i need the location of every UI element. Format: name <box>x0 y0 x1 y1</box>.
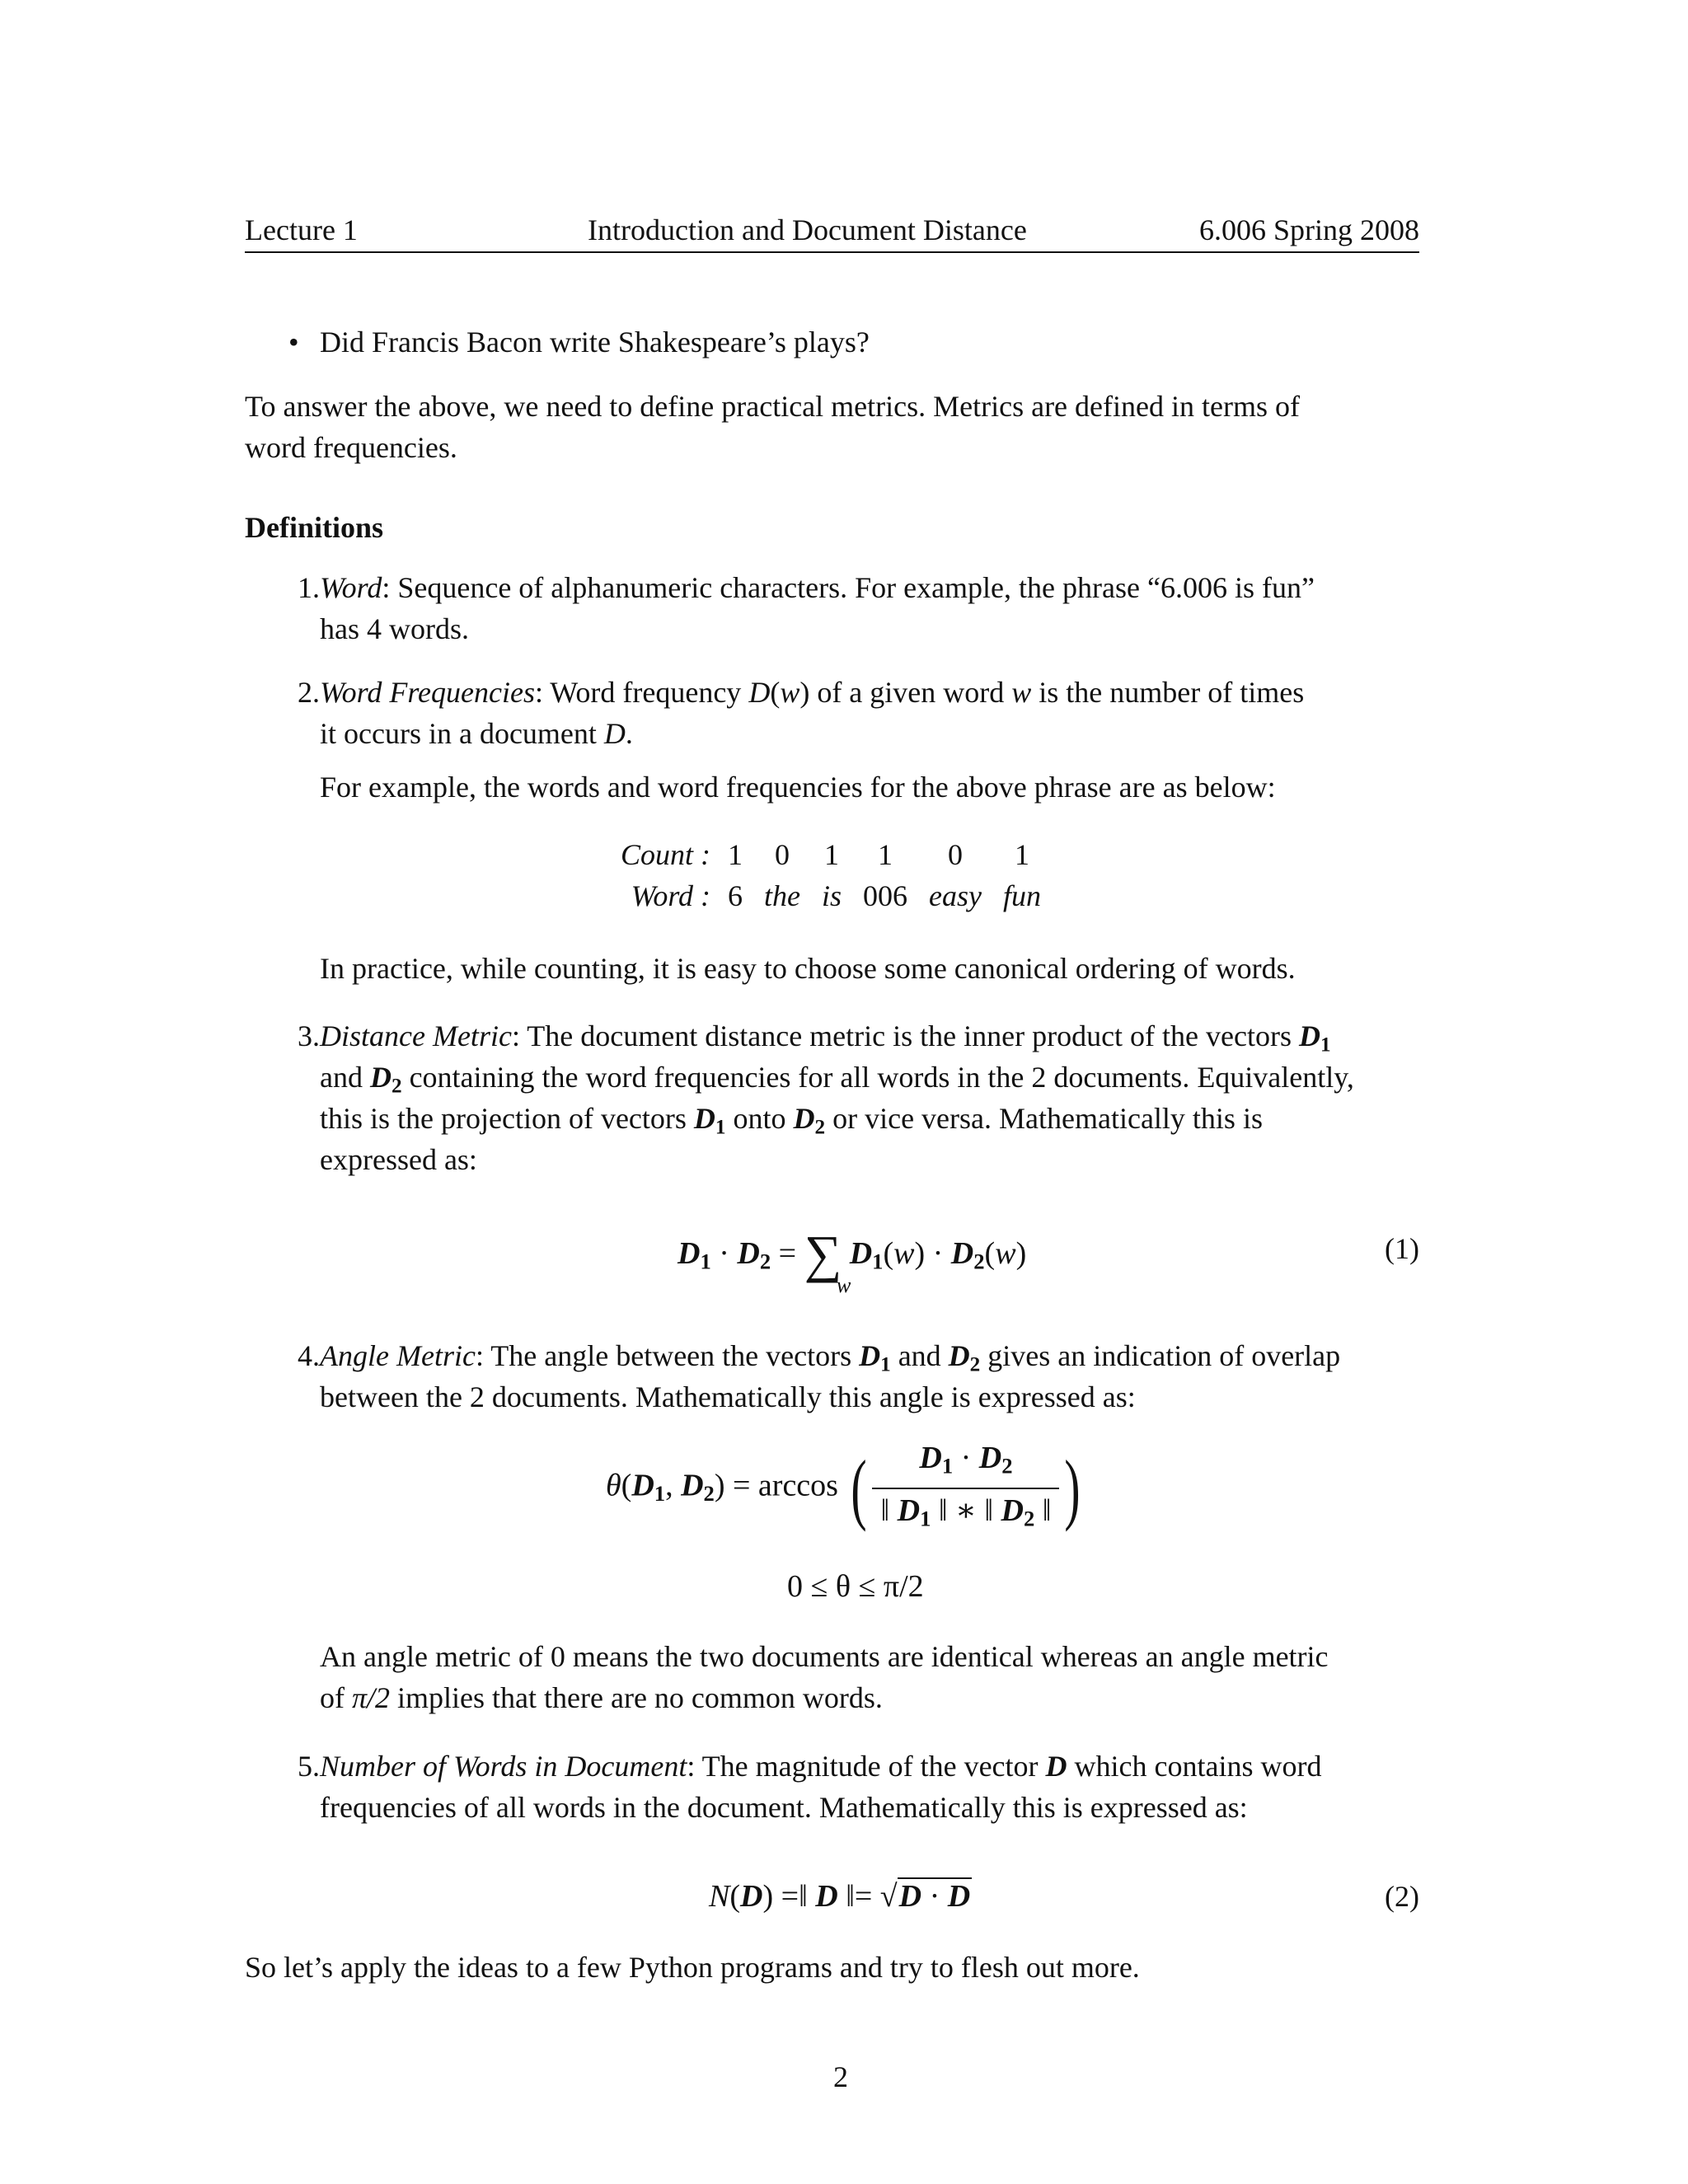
vector-d2: D <box>369 1061 392 1094</box>
theta-range: 0 ≤ θ ≤ π/2 <box>787 1569 924 1604</box>
header-course: 6.006 Spring 2008 <box>1198 213 1419 246</box>
vector-d1: D <box>859 1339 881 1372</box>
equation-number-2: (2) <box>1385 1880 1419 1913</box>
var-w: w <box>995 1236 1016 1271</box>
item-1-line-1 <box>320 567 1419 608</box>
vector-d: D <box>815 1879 838 1914</box>
item-5-text-b: which contains word <box>1067 1750 1322 1783</box>
item-2-var-d: D <box>748 676 771 709</box>
header-rule <box>245 251 1419 253</box>
item-2-term: Word Frequencies <box>320 676 535 709</box>
item-2-text-c: is the number of times <box>1031 676 1305 709</box>
vector-d2: D <box>948 1339 970 1372</box>
item-5-term: Number of Words in Document <box>320 1750 687 1783</box>
item-3-text-c: this is the projection of vectors <box>320 1102 694 1135</box>
paren-close: ) <box>1015 1236 1027 1271</box>
theta-symbol: θ <box>606 1468 621 1503</box>
equals-sign: = <box>732 1468 751 1503</box>
item-1-number: 1. <box>298 571 320 604</box>
item-2-var-w: w <box>780 676 800 709</box>
paren-open: ( <box>883 1236 894 1271</box>
big-paren-close: ) <box>1064 1443 1081 1532</box>
item-4-text-a: : The angle between the vectors <box>475 1339 860 1372</box>
subscript-2: 2 <box>391 1075 402 1098</box>
var-n: N <box>709 1879 730 1914</box>
word-cell: the <box>764 879 800 912</box>
arccos-function: arccos <box>757 1468 838 1503</box>
comma: , <box>665 1468 682 1503</box>
equals-sign: = <box>781 1879 799 1914</box>
angle-fraction <box>872 1438 1059 1538</box>
summation-symbol: ∑ <box>804 1225 842 1283</box>
item-2-practice-line: In practice, while counting, it is easy to choose some canonical ordering of words. <box>320 952 1296 985</box>
norm-bar: ‖ <box>984 1493 994 1528</box>
definitions-heading: Definitions <box>245 511 384 544</box>
vector-d2: D <box>950 1236 974 1271</box>
item-2-text-b: ) of a given word <box>799 676 1012 709</box>
item-5-line-2: frequencies of all words in the document. Mathematically this is expressed as: <box>320 1791 1248 1824</box>
word-label: Word : <box>631 879 711 912</box>
item-1-text: : Sequence of alphanumeric characters. For example, the phrase “6.006 is fun” <box>382 571 1315 604</box>
word-cell: easy <box>929 879 982 912</box>
count-label: Count : <box>621 838 711 871</box>
subscript-1: 1 <box>715 1116 726 1139</box>
page-number: 2 <box>833 2060 848 2093</box>
vector-d2: D <box>681 1468 704 1503</box>
vector-d2: D <box>1001 1493 1024 1528</box>
subscript-2: 2 <box>969 1353 981 1376</box>
subscript-2: 2 <box>1001 1453 1013 1479</box>
count-cell: 0 <box>948 838 963 871</box>
intro-line-1: To answer the above, we need to define practical metrics. Metrics are defined in terms of <box>245 390 1300 423</box>
header-title: Introduction and Document Distance <box>588 213 1027 246</box>
subscript-1: 1 <box>1320 1033 1331 1057</box>
paren-open: ( <box>729 1879 741 1914</box>
star-operator: ∗ <box>955 1493 977 1528</box>
bullet-marker: • <box>288 326 299 359</box>
item-4-after-line-1: An angle metric of 0 means the two documents are identical whereas an angle metric <box>320 1640 1329 1673</box>
dot-operator: · <box>719 1236 729 1271</box>
subscript-1: 1 <box>700 1249 711 1274</box>
vector-d1: D <box>693 1102 715 1135</box>
count-cell: 1 <box>824 838 839 871</box>
count-cell: 1 <box>878 838 893 871</box>
item-3-line-4: expressed as: <box>320 1143 477 1176</box>
fraction-denominator <box>872 1489 1059 1539</box>
equals-sign: = <box>778 1236 797 1271</box>
equation-2 <box>709 1876 972 1917</box>
norm-bar: ‖ <box>1042 1493 1052 1528</box>
item-5-line-1 <box>320 1746 1419 1787</box>
vector-d1: D <box>631 1468 654 1503</box>
paren-close: ) <box>914 1236 926 1271</box>
radicand <box>898 1877 973 1914</box>
item-2-number: 2. <box>298 676 320 709</box>
norm-bar: ‖ <box>880 1493 890 1528</box>
subscript-2: 2 <box>1023 1506 1035 1531</box>
item-2-var-w2: w <box>1011 676 1032 709</box>
item-5-text-a: : The magnitude of the vector <box>687 1750 1046 1783</box>
count-cell: 0 <box>775 838 790 871</box>
big-paren-open: ( <box>851 1443 868 1532</box>
sum-index-w: w <box>837 1273 851 1297</box>
item-3-text-a: : The document distance metric is the inner product of the vectors <box>511 1019 1299 1052</box>
vector-d1: D <box>678 1236 701 1271</box>
item-4-text-d: of <box>320 1681 352 1714</box>
paren-close: ) <box>762 1879 774 1914</box>
subscript-1: 1 <box>654 1481 666 1506</box>
vector-d2: D <box>737 1236 760 1271</box>
item-3-text-d: onto <box>725 1102 794 1135</box>
vector-d1: D <box>1298 1019 1320 1052</box>
item-2-line-2 <box>320 713 1419 754</box>
equation-angle <box>606 1438 1085 1538</box>
dot-operator: · <box>932 1236 944 1271</box>
equals-sign: = <box>854 1879 873 1914</box>
closing-line: So let’s apply the ideas to a few Python programs and try to flesh out more. <box>245 1951 1140 1984</box>
item-2-example-line: For example, the words and word frequencies for the above phrase are as below: <box>320 771 1276 804</box>
and-text: and <box>320 1061 370 1094</box>
vector-d1: D <box>919 1441 942 1475</box>
item-4-text-e: implies that there are no common words. <box>390 1681 883 1714</box>
var-w: w <box>893 1236 915 1271</box>
bullet-text: Did Francis Bacon write Shakespeare’s plays? <box>320 326 870 359</box>
paren-open: ( <box>984 1236 996 1271</box>
vector-d: D <box>740 1879 763 1914</box>
item-4-text-b: and <box>890 1339 949 1372</box>
vector-d: D <box>1045 1750 1067 1783</box>
vector-d: D <box>947 1879 971 1914</box>
norm-bar: ‖ <box>938 1493 948 1528</box>
equation-1 <box>678 1225 1027 1283</box>
item-3-number: 3. <box>298 1019 320 1052</box>
word-cell: 006 <box>863 879 908 912</box>
vector-d1: D <box>897 1493 921 1528</box>
word-cell: is <box>822 879 842 912</box>
item-2-var-d2: D <box>603 717 626 750</box>
count-cell: 1 <box>1014 838 1029 871</box>
paren-open: ( <box>621 1468 632 1503</box>
vector-d2: D <box>978 1441 1002 1475</box>
word-count-table <box>610 834 1052 916</box>
item-4-after-line-2 <box>320 1677 1419 1718</box>
subscript-2: 2 <box>703 1481 715 1506</box>
word-cell: fun <box>1002 879 1041 912</box>
square-root <box>880 1876 972 1917</box>
subscript-1: 1 <box>872 1249 884 1274</box>
item-2-text-d: it occurs in a document <box>320 717 604 750</box>
dot-operator: · <box>960 1441 972 1475</box>
item-1-term: Word <box>320 571 382 604</box>
item-5-number: 5. <box>298 1750 320 1783</box>
count-cell: 1 <box>728 838 743 871</box>
item-3-term: Distance Metric <box>320 1019 512 1052</box>
subscript-2: 2 <box>759 1249 771 1274</box>
word-row <box>610 875 1052 916</box>
item-3-text-b: containing the word frequencies for all words in the 2 documents. Equivalently, <box>401 1061 1354 1094</box>
fraction-numerator <box>872 1438 1059 1489</box>
item-4-number: 4. <box>298 1339 320 1372</box>
item-4-term: Angle Metric <box>320 1339 476 1372</box>
count-row <box>610 834 1052 875</box>
paren-close: ) <box>714 1468 725 1503</box>
subscript-1: 1 <box>941 1453 954 1479</box>
norm-bar: ‖ <box>799 1879 808 1914</box>
subscript-2: 2 <box>814 1116 826 1139</box>
item-3-text-e: or vice versa. Mathematically this is <box>825 1102 1263 1135</box>
item-4-text-c: gives an indication of overlap <box>980 1339 1341 1372</box>
item-4-line-2: between the 2 documents. Mathematically this angle is expressed as: <box>320 1380 1136 1413</box>
vector-d1: D <box>849 1236 873 1271</box>
subscript-2: 2 <box>973 1249 985 1274</box>
vector-d: D <box>898 1879 922 1914</box>
dot-operator: · <box>929 1879 940 1914</box>
pi-over-two: π/2 <box>352 1681 391 1714</box>
item-2-paren-open: ( <box>770 676 781 709</box>
subscript-1: 1 <box>880 1353 891 1376</box>
radical-sign: √ <box>879 1879 898 1914</box>
intro-line-2: word frequencies. <box>245 431 457 464</box>
subscript-1: 1 <box>920 1506 931 1531</box>
vector-d2: D <box>793 1102 815 1135</box>
equation-number-1: (1) <box>1385 1232 1419 1265</box>
item-1-line-2: has 4 words. <box>320 612 469 645</box>
item-2-line-1 <box>320 672 1419 713</box>
norm-bar: ‖ <box>846 1879 855 1914</box>
header-lecture: Lecture 1 <box>245 213 358 246</box>
word-cell: 6 <box>728 879 743 912</box>
item-2-period: . <box>625 717 633 750</box>
item-2-text-a: : Word frequency <box>534 676 749 709</box>
